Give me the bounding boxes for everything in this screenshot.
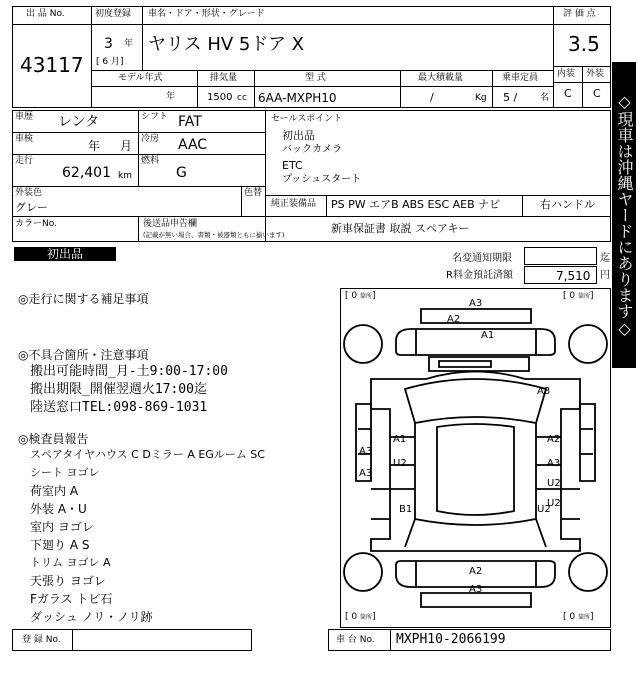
damage-mark: U2 bbox=[537, 504, 551, 515]
inspector-line: Fガラス トビ石 bbox=[30, 592, 113, 606]
location-notice: ◇現車は沖縄ヤードにあります◇ bbox=[612, 62, 636, 368]
recycle-value: 7,510 bbox=[556, 269, 591, 283]
damage-mark: A2 bbox=[469, 566, 483, 577]
inspector-line: 外装 A・U bbox=[30, 502, 87, 516]
rating-label: 評 価 点 bbox=[563, 9, 596, 19]
shift-label: シフト bbox=[141, 112, 169, 122]
ext-color-label: 外装色 bbox=[15, 188, 43, 198]
damage-mark: A1 bbox=[481, 330, 495, 341]
rating-value: 3.5 bbox=[568, 32, 600, 56]
damage-mark: U2 bbox=[547, 498, 561, 509]
first-listing-tag: 初出品 bbox=[14, 247, 116, 261]
lot-number: 43117 bbox=[20, 53, 84, 77]
inspection-year: 年 bbox=[88, 139, 101, 153]
displacement-value: 1500 bbox=[207, 92, 233, 103]
equipment-label: 純正装備品 bbox=[271, 199, 317, 209]
type-label: 型 式 bbox=[305, 73, 326, 83]
wheel-front-right bbox=[569, 325, 607, 363]
mileage-value: 62,401 bbox=[62, 165, 111, 181]
wheel-front-left bbox=[344, 325, 382, 363]
inspector-line: 天張り ヨゴレ bbox=[30, 574, 106, 588]
sales-label: セールスポイント bbox=[271, 114, 343, 124]
inspector-line: シート ヨゴレ bbox=[30, 466, 100, 479]
equipment-items: PS PW エアB ABS ESC AEB ナビ bbox=[331, 198, 501, 211]
reg-year-unit: 年 bbox=[124, 39, 134, 49]
sales-item: 初出品 bbox=[282, 129, 315, 142]
docs-label: 後送品申告欄 bbox=[143, 219, 198, 229]
color-change-label: 色替 bbox=[244, 188, 263, 198]
car-name: ヤリス HV 5ドア X bbox=[148, 34, 304, 55]
color-no-label: カラーNo. bbox=[15, 219, 57, 229]
reg-label: 初度登録 bbox=[95, 9, 132, 19]
mileage-unit: km bbox=[118, 171, 132, 181]
sales-item: ETC bbox=[282, 159, 303, 172]
exterior-grade: C bbox=[593, 87, 601, 100]
corner-rear-left: [ 0 箇所] bbox=[345, 612, 376, 622]
inspector-line: ダッシュ ノリ・ノリ跡 bbox=[30, 610, 153, 624]
inspector-line: スペアタイヤハウス C Dミラー A EGルーム SC bbox=[30, 448, 265, 461]
inspector-line: トリム ヨゴレ A bbox=[30, 556, 111, 569]
drive-remarks-title: ◎走行に関する補足事項 bbox=[18, 292, 149, 306]
capacity-label: 乗車定員 bbox=[502, 73, 539, 83]
displacement-label: 排気量 bbox=[210, 73, 238, 83]
docs-note: (記載が無い場合、書類・被器類ともに揃います) bbox=[143, 231, 285, 239]
corner-rear-right: [ 0 箇所] bbox=[563, 612, 594, 622]
max-load-unit: Kg bbox=[475, 93, 487, 103]
ext-color-value: グレー bbox=[15, 201, 48, 214]
shift-value: FAT bbox=[178, 114, 202, 130]
fuel-label: 燃料 bbox=[141, 156, 160, 166]
deadline-unit: 迄 bbox=[600, 253, 610, 264]
capacity-value: 5 / bbox=[503, 91, 518, 104]
damage-mark: A1 bbox=[393, 434, 407, 445]
damage-diagram bbox=[340, 288, 611, 628]
equipment-extras: 新車保証書 取説 スペアキー bbox=[331, 222, 470, 235]
max-load-label: 最大積載量 bbox=[418, 73, 464, 83]
defect-line: 搬出期限_開催翌週火17:00迄 bbox=[30, 382, 207, 397]
damage-mark: A3 bbox=[359, 468, 373, 479]
damage-mark: A2 bbox=[447, 314, 461, 325]
reg-no-label: 登 録 No. bbox=[22, 635, 61, 645]
inspection-label: 車検 bbox=[15, 134, 34, 144]
defect-remarks-title: ◎不具合箇所・注意事項 bbox=[18, 348, 149, 362]
ac-label: 冷房 bbox=[141, 134, 160, 144]
inspector-line: 下廻り A S bbox=[30, 538, 90, 552]
max-load-slash: / bbox=[430, 91, 434, 104]
damage-mark: U2 bbox=[393, 458, 407, 469]
car-label: 車名・ドア・形状・グレード bbox=[148, 9, 265, 19]
model-year-label: モデル年式 bbox=[118, 73, 163, 83]
chassis-label: 車 台 No. bbox=[336, 635, 375, 645]
steering-value: 右ハンドル bbox=[540, 198, 595, 211]
mileage-label: 走行 bbox=[15, 156, 34, 166]
deadline-label: 名変通知期限 bbox=[452, 253, 512, 264]
interior-grade: C bbox=[564, 87, 572, 100]
reg-month: [ 6 月] bbox=[96, 57, 124, 67]
deadline-value-box bbox=[524, 247, 597, 265]
recycle-unit: 円 bbox=[600, 270, 610, 281]
model-year-unit: 年 bbox=[166, 92, 176, 102]
history-label: 車歴 bbox=[15, 112, 34, 122]
reg-year: 3 bbox=[104, 36, 113, 52]
defect-line: 陸送窓口TEL:098-869-1031 bbox=[30, 400, 208, 415]
inspector-remarks-title: ◎検査員報告 bbox=[18, 432, 89, 446]
damage-mark: U2 bbox=[547, 478, 561, 489]
corner-front-right: [ 0 箇所] bbox=[563, 291, 594, 301]
inspector-line: 荷室内 A bbox=[30, 484, 79, 498]
recycle-label: R料金預託済額 bbox=[446, 270, 513, 281]
wheel-rear-left bbox=[344, 553, 382, 591]
defect-line: 搬出可能時間_月-土9:00-17:00 bbox=[30, 364, 228, 379]
damage-mark: B1 bbox=[399, 504, 413, 515]
damage-mark: A3 bbox=[537, 386, 551, 397]
damage-mark: A2 bbox=[547, 434, 561, 445]
type-value: 6AA-MXPH10 bbox=[258, 91, 337, 105]
sales-item: プッシュスタート bbox=[282, 174, 362, 185]
damage-mark: A3 bbox=[469, 584, 483, 595]
lot-label: 出 品 No. bbox=[26, 9, 65, 19]
interior-label: 内装 bbox=[557, 69, 576, 79]
capacity-unit: 名 bbox=[540, 93, 550, 103]
inspection-month: 月 bbox=[120, 139, 133, 153]
exterior-label: 外装 bbox=[586, 69, 605, 79]
history-value: レンタ bbox=[58, 114, 100, 130]
chassis-value: MXPH10-2066199 bbox=[396, 632, 506, 647]
damage-mark: A3 bbox=[547, 458, 561, 469]
sales-item: バックカメラ bbox=[282, 144, 342, 155]
ac-value: AAC bbox=[178, 137, 208, 153]
inspector-line: 室内 ヨゴレ bbox=[30, 520, 94, 534]
wheel-rear-right bbox=[569, 553, 607, 591]
corner-front-left: [ 0 箇所] bbox=[345, 291, 376, 301]
displacement-unit: cc bbox=[237, 93, 247, 103]
damage-mark: A3 bbox=[469, 298, 483, 309]
fuel-value: G bbox=[176, 165, 187, 181]
damage-mark: A3 bbox=[359, 446, 373, 457]
